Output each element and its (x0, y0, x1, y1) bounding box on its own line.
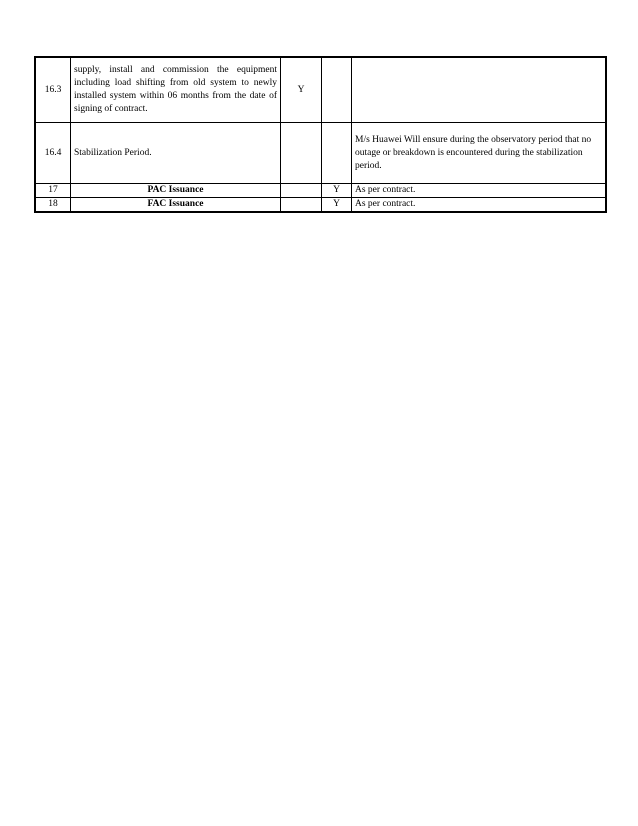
item-number-cell: 18 (35, 198, 71, 213)
compliance-cell: Y (322, 184, 352, 198)
table-row (35, 198, 606, 213)
compliance-cell (281, 198, 322, 213)
table-row (35, 184, 606, 198)
table-row (35, 57, 606, 123)
compliance-cell: Y (281, 57, 322, 123)
table-row (35, 123, 606, 184)
compliance-table (34, 56, 607, 213)
compliance-cell (281, 184, 322, 198)
description-cell: FAC Issuance (71, 198, 281, 213)
remarks-cell (352, 57, 607, 123)
compliance-cell: Y (322, 198, 352, 213)
item-number-cell: 16.3 (35, 57, 71, 123)
remarks-cell: M/s Huawei Will ensure during the observatory period that no outage or breakdown is encountered during the stabilization period. (352, 123, 607, 184)
compliance-cell (322, 123, 352, 184)
description-cell: Stabilization Period. (71, 123, 281, 184)
item-number-cell: 16.4 (35, 123, 71, 184)
remarks-cell: As per contract. (352, 198, 607, 213)
compliance-cell (281, 123, 322, 184)
description-cell: PAC Issuance (71, 184, 281, 198)
item-number-cell: 17 (35, 184, 71, 198)
description-cell: supply, install and commission the equipment including load shifting from old system to newly installed system within 06 months from the date of signing of contract. (71, 57, 281, 123)
remarks-cell: As per contract. (352, 184, 607, 198)
compliance-cell (322, 57, 352, 123)
